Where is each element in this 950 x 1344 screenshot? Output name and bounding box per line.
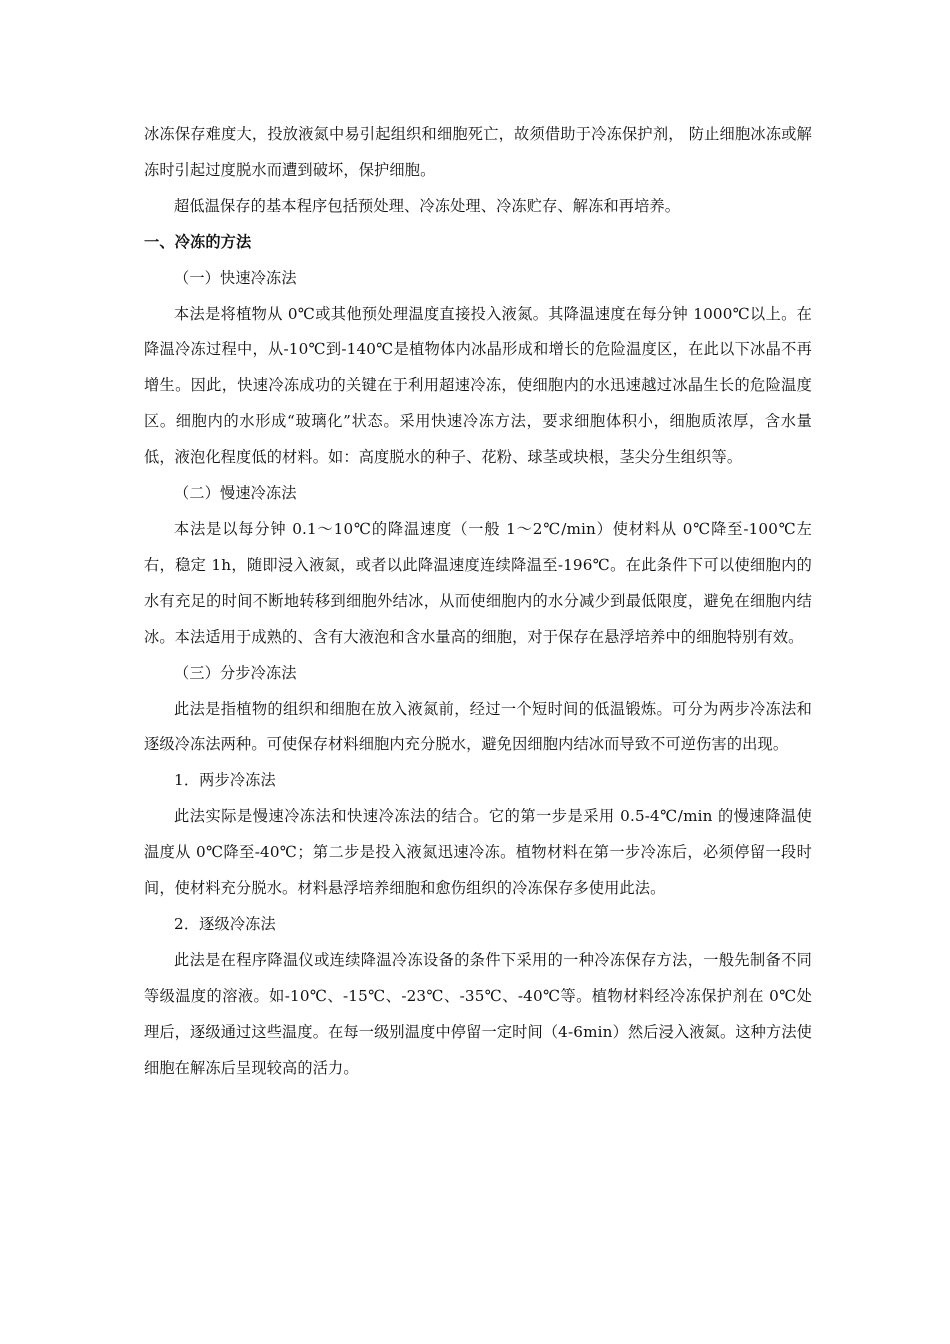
paragraph-gradual-freezing: 此法是在程序降温仪或连续降温冷冻设备的条件下采用的一种冷冻保存方法，一般先制备不同等级温度的溶液。如-10℃、-15℃、-23℃、-35℃、-40℃等。植物材料经冷冻保护剂在 0℃处理后，逐级通过这些温度。在每一级别温度中停留一定时间（4-6min）然后浸入液氮。这种方法使细胞在解冻后呈现较高的活力。 (144, 950, 812, 1077)
subheading-gradual-freezing: 2．逐级冷冻法 (174, 914, 276, 933)
paragraph-stepwise-freezing: 此法是指植物的组织和细胞在放入液氮前，经过一个短时间的低温锻炼。可分为两步冷冻法和逐级冷冻法两种。可使保存材料细胞内充分脱水，避免因细胞内结冰而导致不可逆伤害的出现。 (144, 699, 812, 754)
document-page (144, 117, 812, 1086)
paragraph-slow-freezing: 本法是以每分钟 0.1～10℃的降温速度（一般 1～2℃/min）使材料从 0℃降至-100℃左右，稳定 1h，随即浸入液氮，或者以此降温速度连续降温至-196℃。在此条件下可以使细胞内的水有充足的时间不断地转移到细胞外结冰，从而使细胞内的水分减少到最低限度，避免在细胞内结冰。本法适用于成熟的、含有大液泡和含水量高的细胞，对于保存在悬浮培养中的细胞特别有效。 (144, 519, 812, 646)
paragraph-two-step-freezing: 此法实际是慢速冷冻法和快速冷冻法的结合。它的第一步是采用 0.5-4℃/min 的慢速降温使温度从 0℃降至-40℃；第二步是投入液氮迅速冷冻。植物材料在第一步冷冻后，必须停留一段时间，使材料充分脱水。材料悬浮培养细胞和愈伤组织的冷冻保存多使用此法。 (144, 807, 812, 898)
subheading-two-step-freezing: 1．两步冷冻法 (174, 771, 276, 790)
paragraph-fast-freezing: 本法是将植物从 0℃或其他预处理温度直接投入液氮。其降温速度在每分钟 1000℃以上。在降温冷冻过程中，从-10℃到-140℃是植物体内冰晶形成和增长的危险温度区，在此以下冰晶不再增生。因此，快速冷冻成功的关键在于利用超速冷冻，使细胞内的水迅速越过冰晶生长的危险温度区。细胞内的水形成“玻璃化”状态。采用快速冷冻方法，要求细胞体积小，细胞质浓厚，含水量低，液泡化程度低的材料。如：高度脱水的种子、花粉、球茎或块根，茎尖分生组织等。 (144, 304, 812, 467)
paragraph-intro-continuation: 冰冻保存难度大，投放液氮中易引起组织和细胞死亡，故须借助于冷冻保护剂， 防止细胞冰冻或解冻时引起过度脱水而遭到破坏，保护细胞。 (144, 125, 812, 179)
paragraph-basic-procedure: 超低温保存的基本程序包括预处理、冷冻处理、冷冻贮存、解冻和再培养。 (174, 196, 681, 215)
subheading-stepwise-freezing: （三）分步冷冻法 (174, 663, 297, 682)
subheading-fast-freezing: （一）快速冷冻法 (174, 268, 297, 287)
subheading-slow-freezing: （二）慢速冷冻法 (174, 484, 297, 503)
section-heading-freezing-methods: 一、冷冻的方法 (144, 232, 252, 251)
